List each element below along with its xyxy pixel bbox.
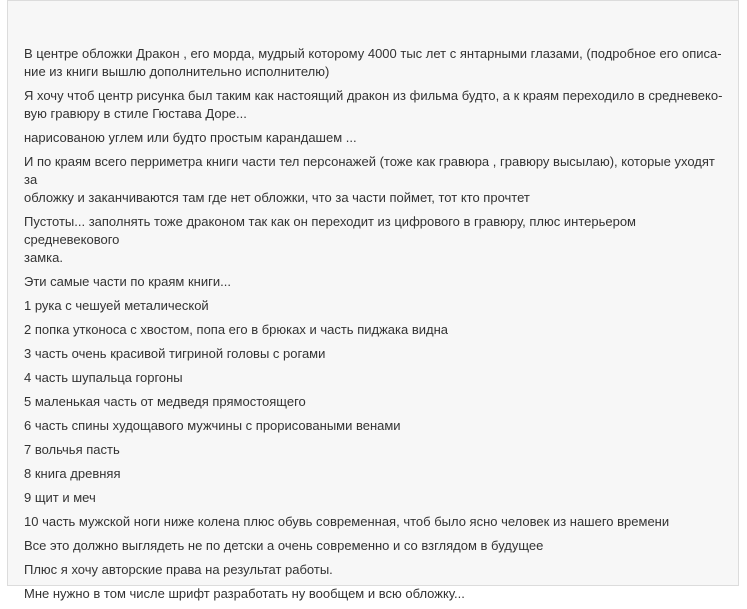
- description-panel: [7, 0, 739, 601]
- list-item: 2 попка утконоса с хвостом, попа его в брюках и часть пиджака видна: [24, 322, 448, 337]
- list-item: 1 рука с чешуей металической: [24, 298, 209, 313]
- description-text: [24, 45, 724, 609]
- list-item: 7 вольчья пасть: [24, 442, 120, 457]
- paragraph-voids: Пустоты... заполнять тоже драконом так как он переходит из цифрового в гравюру, плюс интерьером средневекового замка.: [24, 214, 636, 265]
- list-item: 8 книга древняя: [24, 466, 121, 481]
- list-item: 5 маленькая часть от медведя прямостоящего: [24, 394, 306, 409]
- paragraph-modern-look: Все это должно выглядеть не по детски а очень современно и со взглядом в будущее: [24, 538, 544, 553]
- paragraph-font-request: Мне нужно в том числе шрифт разработать ну вообщем и всю обложку...: [24, 586, 465, 601]
- paragraph-technique: нарисованою углем или будто простым карандашем ...: [24, 130, 357, 145]
- list-item: 6 часть спины худощавого мужчины с прорисоваными венами: [24, 418, 401, 433]
- list-item: 10 часть мужской ноги ниже колена плюс обувь современная, чтоб было ясно человек из нашего времени: [24, 514, 670, 529]
- paragraph-perimeter: И по краям всего перриметра книги части тел персонажей (тоже как гравюра , гравюру высылаю), которые уходят за обложку и заканчиваются там где нет обложки, что за части поймет, тот кто прочтет: [24, 154, 715, 205]
- list-item: 9 щит и меч: [24, 490, 96, 505]
- paragraph-parts-intro: Эти самые части по краям книги...: [24, 274, 231, 289]
- paragraph-copyright: Плюс я хочу авторские права на результат работы.: [24, 562, 333, 577]
- paragraph-cover-center: В центре обложки Дракон , его морда, мудрый которому 4000 тыс лет с янтарными глазами, (подробное его описа- ние из книги вышлю дополнительно исполнителю): [24, 46, 722, 79]
- list-item: 3 часть очень красивой тигриной головы с рогами: [24, 346, 326, 361]
- paragraph-style: Я хочу чтоб центр рисунка был таким как настоящий дракон из фильма будто, а к краям переходило в средневеко- вую гравюру в стиле Гюстава Доре...: [24, 88, 723, 121]
- list-item: 4 часть шупальца горгоны: [24, 370, 183, 385]
